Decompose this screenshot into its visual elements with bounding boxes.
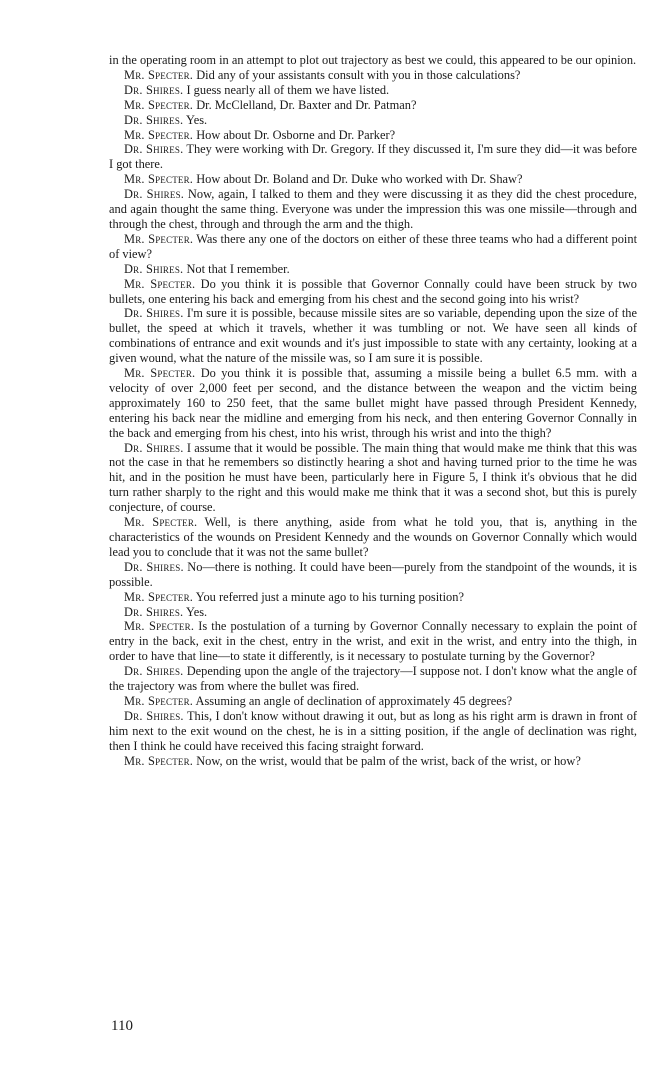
transcript-paragraph — [109, 113, 637, 128]
paragraph-text: Did any of your assistants consult with you in those calculations? — [196, 67, 521, 82]
paragraph-text: Do you think it is possible that Governor Connally could have been struck by two bullets, one entering his back and emerging from his chest and the second going into his wrist? — [109, 276, 637, 306]
paragraph-text: Assuming an angle of declination of approximately 45 degrees? — [195, 693, 513, 708]
paragraph-text: Depending upon the angle of the trajectory—I suppose not. I don't know what the angle of the trajectory was from where the bullet was fired. — [109, 664, 637, 694]
paragraph-text: You referred just a minute ago to his turning position? — [195, 589, 464, 604]
speaker-label: Dr. Shires. — [124, 82, 184, 97]
paragraph-text: I guess nearly all of them we have listed. — [186, 82, 390, 97]
speaker-label: Mr. Specter. — [124, 127, 194, 142]
paragraph-text: How about Dr. Osborne and Dr. Parker? — [196, 127, 396, 142]
transcript-paragraph — [109, 366, 637, 441]
paragraph-text: Now, on the wrist, would that be palm of the wrist, back of the wrist, or how? — [196, 753, 581, 768]
paragraph-text: No—there is nothing. It could have been—purely from the standpoint of the wounds, it is possible. — [109, 559, 637, 589]
paragraph-text: I'm sure it is possible, because missile sites are so variable, depending upon the size of the bullet, the speed at which it travels, whether it was tumbling or not. We have seen all kinds of combinations of entrance and exit wounds and it's just impossible to state with any certainty, looking at a given wound, what the nature of the missile was, so I am sure it is possible. — [109, 306, 637, 366]
speaker-label: Dr. Shires. — [124, 559, 184, 574]
transcript-paragraph — [109, 68, 637, 83]
transcript-paragraph — [109, 277, 637, 307]
transcript-paragraph — [109, 709, 637, 754]
transcript-paragraph — [109, 53, 637, 68]
speaker-label: Dr. Shires. — [124, 664, 184, 679]
transcript-paragraph — [109, 98, 637, 113]
transcript-paragraph — [109, 754, 637, 769]
transcript-paragraph — [109, 515, 637, 560]
speaker-label: Mr. Specter. — [124, 366, 196, 381]
transcript-paragraph — [109, 306, 637, 366]
paragraph-text: Do you think it is possible that, assuming a missile being a bullet 6.5 mm. with a velocity of over 2,000 feet per second, and the distance between the weapon and the victim being approximately 160 to 250 feet, that the same bullet might have passed through President Kennedy, entering his back near the midline and emerging from his neck, and then entering Governor Connally in the back and emerging from his chest, into his wrist, through his wrist and into the thigh? — [109, 366, 637, 440]
speaker-label: Dr. Shires. — [124, 187, 185, 202]
transcript-paragraph — [109, 232, 637, 262]
transcript-paragraph — [109, 605, 637, 620]
paragraph-text: They were working with Dr. Gregory. If they discussed it, I'm sure they did—it was before I got there. — [109, 142, 637, 172]
paragraph-text: Is the postulation of a turning by Governor Connally necessary to explain the point of entry in the back, exit in the chest, entry in the wrist, and exit in the wrist, and entry into the thigh, in order to have that line—to state it differently, is it necessary to postulate turning by the Governor? — [109, 619, 637, 664]
transcript-paragraph — [109, 142, 637, 172]
page-number: 110 — [111, 1018, 133, 1034]
transcript-paragraph — [109, 619, 637, 664]
speaker-label: Mr. Specter. — [124, 231, 194, 246]
paragraph-text: I assume that it would be possible. The main thing that would make me think that this was not the case in that he remembers so distinctly hearing a shot and having turned prior to the time he was hit, and in the position he must have been, particularly here in Figure 5, I think it's obvious that he did turn rather sharply to the right and this would make me think that it was a second shot, but this is purely conjecture, of course. — [109, 440, 637, 515]
transcript-paragraph — [109, 560, 637, 590]
transcript-paragraph — [109, 590, 637, 605]
paragraph-text: Not that I remember. — [186, 261, 290, 276]
speaker-label: Dr. Shires. — [124, 604, 184, 619]
speaker-label: Mr. Specter. — [124, 589, 194, 604]
paragraph-text: Yes. — [185, 604, 208, 619]
speaker-label: Dr. Shires. — [124, 440, 184, 455]
transcript-paragraph — [109, 664, 637, 694]
speaker-label: Dr. Shires. — [124, 112, 184, 127]
transcript-paragraph — [109, 694, 637, 709]
transcript-paragraph — [109, 262, 637, 277]
speaker-label: Mr. Specter. — [124, 67, 194, 82]
speaker-label: Mr. Specter. — [124, 693, 194, 708]
speaker-label: Mr. Specter. — [124, 753, 194, 768]
paragraph-text: Dr. McClelland, Dr. Baxter and Dr. Patman? — [196, 97, 417, 112]
paragraph-text: How about Dr. Boland and Dr. Duke who worked with Dr. Shaw? — [196, 172, 523, 187]
transcript-paragraph — [109, 187, 637, 232]
paragraph-text: Was there any one of the doctors on either of these three teams who had a different point of view? — [109, 231, 638, 261]
speaker-label: Dr. Shires. — [124, 261, 184, 276]
speaker-label: Mr. Specter. — [124, 619, 195, 634]
speaker-label: Mr. Specter. — [124, 515, 198, 530]
speaker-label: Mr. Specter. — [124, 172, 194, 187]
speaker-label: Dr. Shires. — [124, 708, 184, 723]
paragraph-text: Well, is there anything, aside from what he told you, that is, anything in the characteristics of the wounds on President Kennedy and the wounds on Governor Connally which would lead you to conclude that it was not the same bullet? — [109, 515, 638, 559]
paragraph-text: Yes. — [185, 112, 208, 127]
speaker-label: Mr. Specter. — [124, 97, 194, 112]
speaker-label: Dr. Shires. — [124, 306, 184, 321]
transcript-paragraph — [109, 441, 637, 516]
paragraph-text: in the operating room in an attempt to plot out trajectory as best we could, this appeared to be our opinion. — [109, 53, 637, 67]
transcript-body — [109, 53, 637, 769]
paragraph-text: Now, again, I talked to them and they were discussing it as they did the chest procedure, and again thought the same thing. Everyone was under the impression this was one missile—through and through the chest, through and through the arm and the thigh. — [109, 187, 637, 231]
transcript-paragraph — [109, 172, 637, 187]
speaker-label: Mr. Specter. — [124, 276, 196, 291]
transcript-paragraph — [109, 128, 637, 143]
speaker-label: Dr. Shires. — [124, 142, 184, 157]
paragraph-text: This, I don't know without drawing it out, but as long as his right arm is drawn in front of him next to the exit wound on the chest, he is in a sitting position, if the angle of declination was right, then I think he could have received this facing straight forward. — [109, 708, 638, 753]
transcript-paragraph — [109, 83, 637, 98]
